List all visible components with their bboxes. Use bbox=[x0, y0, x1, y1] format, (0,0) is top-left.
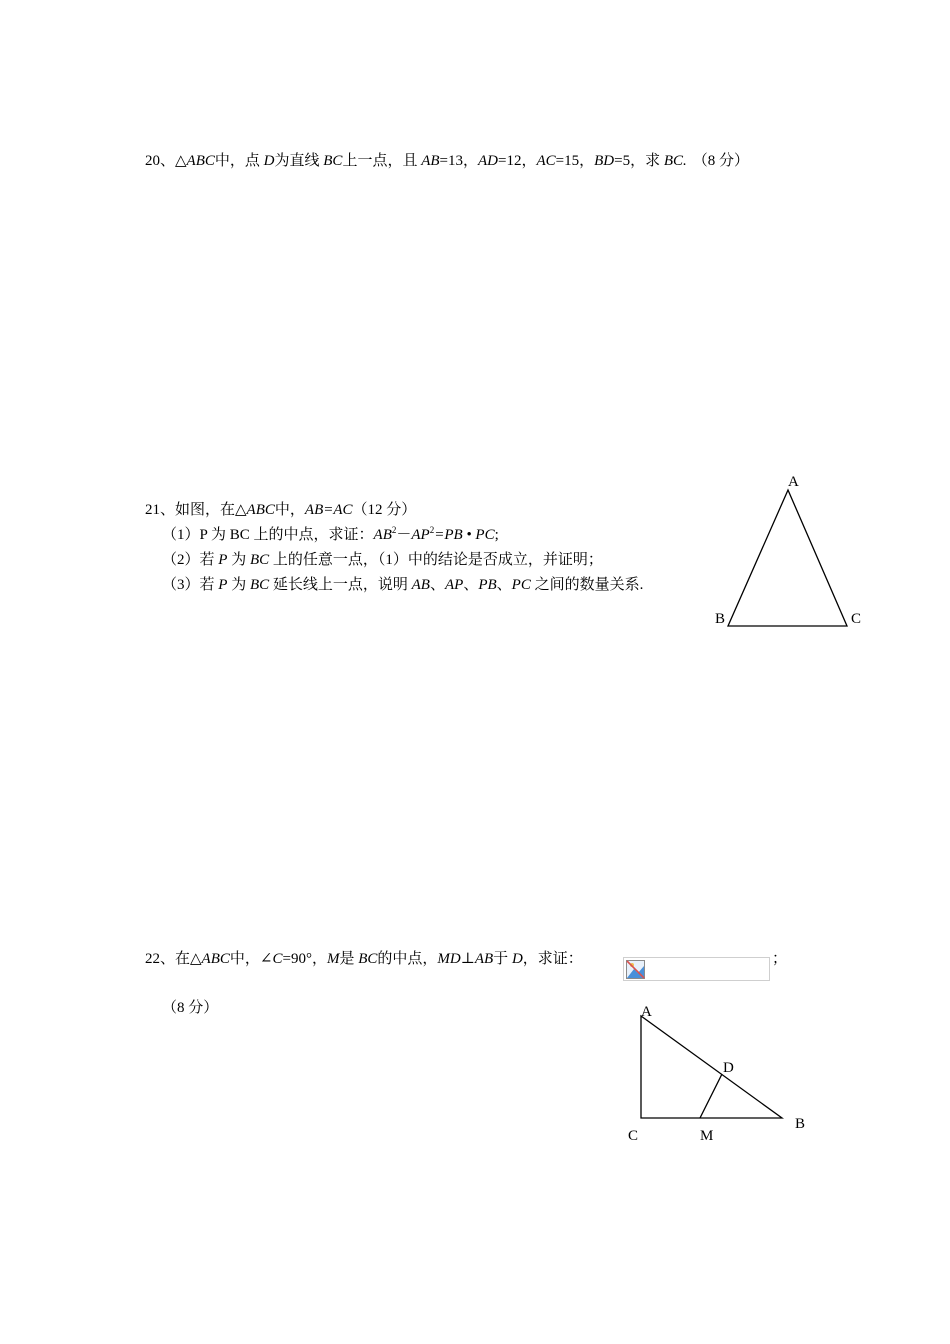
broken-image-placeholder bbox=[623, 957, 770, 981]
q20-value: =15， bbox=[555, 153, 595, 169]
q21-p3-pb: PB bbox=[478, 577, 497, 593]
q21-label-a: A bbox=[788, 474, 799, 490]
q20-value: =13， bbox=[439, 153, 478, 169]
q22-var-bc: BC bbox=[358, 951, 378, 967]
q21-p1-sup: 2 bbox=[429, 525, 435, 535]
q22-label-m: M bbox=[700, 1128, 714, 1144]
q21-p1-end: ; bbox=[494, 527, 499, 543]
q22-label-b: B bbox=[795, 1116, 806, 1132]
q21-label-b: B bbox=[715, 611, 726, 627]
q21-p3-pc: PC bbox=[511, 577, 531, 593]
q21-prefix: 21、如图，在△ bbox=[145, 502, 247, 518]
q22-var-ab: AB bbox=[474, 951, 494, 967]
q21-p2-bc: BC bbox=[249, 552, 270, 568]
q21-part-1 bbox=[162, 525, 499, 545]
q22-var-md: MD bbox=[437, 951, 461, 967]
q22-var-m: M bbox=[326, 951, 340, 967]
q21-p3-bc: BC bbox=[249, 577, 270, 593]
q20-var-bc: BC. bbox=[663, 153, 687, 169]
question-21 bbox=[145, 500, 416, 520]
q22-score: （8 分） bbox=[162, 1000, 219, 1016]
q21-p2-p: P bbox=[218, 552, 228, 568]
q20-text: 上一点，且 bbox=[342, 153, 422, 169]
q20-value: =5，求 bbox=[614, 153, 664, 169]
q22-text: 于 bbox=[493, 951, 512, 967]
q21-part-3 bbox=[162, 575, 643, 595]
q21-p1-sup: 2 bbox=[391, 525, 397, 535]
broken-image-icon bbox=[626, 960, 645, 979]
triangle-acb bbox=[641, 1016, 782, 1118]
q22-prefix: 22、在△ bbox=[145, 951, 202, 967]
q20-value: =12， bbox=[498, 153, 537, 169]
q22-text: 的中点， bbox=[377, 951, 438, 967]
q22-tail: ； bbox=[772, 951, 788, 967]
q21-p3-text: 之间的数量关系. bbox=[530, 577, 644, 593]
q21-text: 中， bbox=[274, 502, 305, 518]
q22-abc: ABC bbox=[201, 951, 230, 967]
q20-var-bc: BC bbox=[323, 153, 343, 169]
q22-text: 中，∠ bbox=[229, 951, 273, 967]
q22-perp-symbol: ⊥ bbox=[460, 951, 475, 967]
q21-p2-text: 上的任意一点，（1）中的结论是否成立，并证明； bbox=[269, 552, 603, 568]
q21-p3-text: 延长线上一点，说明 bbox=[269, 577, 412, 593]
q20-text: 中，点 bbox=[214, 153, 264, 169]
q22-text: 是 bbox=[339, 951, 359, 967]
q20-prefix: 20、△ bbox=[145, 153, 187, 169]
q20-abc: ABC bbox=[186, 153, 215, 169]
q22-label-a: A bbox=[641, 1004, 652, 1020]
question-20 bbox=[145, 151, 749, 171]
q21-p1-minus: － bbox=[396, 527, 412, 543]
q21-p1-rest: =PB • PC bbox=[434, 527, 495, 543]
q20-text: 为直线 bbox=[274, 153, 324, 169]
q21-p3-sep: 、 bbox=[429, 577, 445, 593]
q21-abc: ABC bbox=[246, 502, 275, 518]
q21-p3-text: 为 bbox=[227, 577, 250, 593]
q21-p1-text: （1）P 为 BC 上的中点，求证： bbox=[162, 527, 374, 543]
q21-p3-p: P bbox=[218, 577, 228, 593]
q20-score: （8 分） bbox=[692, 153, 750, 169]
q21-p3-sep: 、 bbox=[496, 577, 512, 593]
q21-p3-ap: AP bbox=[444, 577, 464, 593]
q20-var-ab: AB bbox=[421, 153, 440, 169]
q21-part-2 bbox=[162, 550, 603, 570]
q20-var-bd: BD bbox=[594, 153, 615, 169]
q22-text: =90°， bbox=[282, 951, 327, 967]
q21-p3-ab: AB bbox=[411, 577, 430, 593]
q21-p1-ab: AB bbox=[373, 527, 392, 543]
q22-var-d: D bbox=[511, 951, 523, 967]
q21-score: （12 分） bbox=[352, 502, 417, 518]
q20-var-d: D bbox=[263, 153, 275, 169]
q21-label-c: C bbox=[851, 611, 862, 627]
q21-p1-ap: AP bbox=[411, 527, 430, 543]
q20-var-ad: AD bbox=[478, 153, 498, 169]
q20-var-ac: AC bbox=[536, 153, 556, 169]
segment-md bbox=[700, 1074, 722, 1118]
q21-p2-text: （2）若 bbox=[162, 552, 219, 568]
q22-var-c: C bbox=[272, 951, 283, 967]
q21-p2-text: 为 bbox=[227, 552, 250, 568]
q22-label-c: C bbox=[628, 1128, 639, 1144]
question-22 bbox=[145, 949, 583, 969]
q22-label-d: D bbox=[723, 1060, 734, 1076]
q21-condition: AB=AC bbox=[304, 502, 353, 518]
q22-right-triangle-figure bbox=[630, 1005, 800, 1135]
q22-text: ，求证： bbox=[522, 951, 583, 967]
q21-p3-sep: 、 bbox=[463, 577, 479, 593]
triangle-abc bbox=[728, 490, 847, 626]
q21-p3-text: （3）若 bbox=[162, 577, 219, 593]
q21-triangle-figure bbox=[700, 470, 870, 640]
